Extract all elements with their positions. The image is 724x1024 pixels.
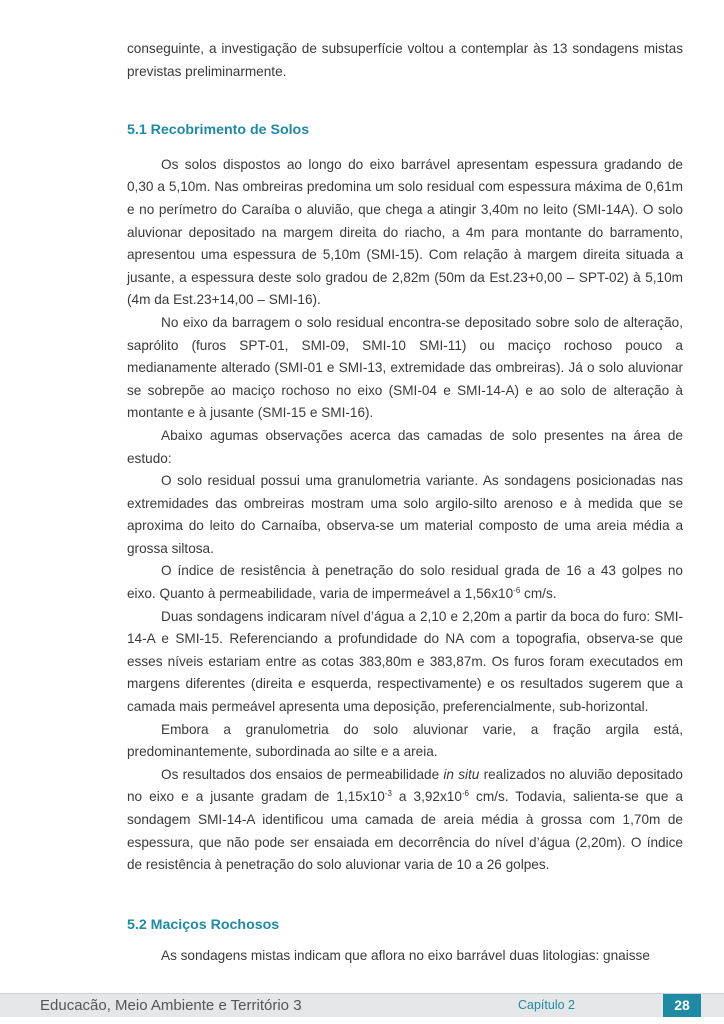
section-heading-recobrimento: 5.1 Recobrimento de Solos	[127, 122, 310, 139]
paragraph-nivel-agua: Duas sondagens indicaram nível d’água a 2,10 e 2,20m a partir da boca do furo: SMI-14-A e SMI-15. Referenciando a profundidade do NA com a topografia, observa-se que esses níveis estariam entre as cotas 383,80m e 383,87m. Os furos foram executados em margens diferentes (direita e esquerda, respectivamente) e os resultados sugerem que a camada mais permeável apresenta uma deposição, preferencialmente, sub-horizontal.	[127, 608, 683, 715]
paragraph-resistencia-residual	[127, 560, 683, 605]
paragraph-litologias: As sondagens mistas indicam que aflora no eixo barrável duas litologias: gnaisse	[161, 948, 650, 964]
text-run: O índice de resistência à penetração do solo residual grada de 16 a 43 golpes no eixo. Quanto à permeabilidade, varia de impermeável a 1,56x10	[127, 563, 683, 602]
text-run: cm/s. Todavia, salienta-se que a sondagem SMI-14-A identificou uma camada de areia média à grossa com 1,70m de espessura, que não pode ser ensaiada em decorrência do nível d’água (2,20m). O índice de resistência à penetração do solo aluvionar varia de 10 a 26 golpes.	[127, 789, 683, 873]
text-run: Os resultados dos ensaios de permeabilidade	[161, 766, 444, 782]
footer-chapter-label: Capítulo 2	[518, 998, 575, 1012]
superscript-exponent: -6	[461, 789, 470, 799]
paragraph-intro: conseguinte, a investigação de subsuperfície voltou a contemplar às 13 sondagens mistas previstas preliminarmente.	[127, 41, 683, 79]
document-body	[127, 38, 683, 968]
text-run: cm/s.	[520, 586, 557, 602]
paragraph-observacoes: Abaixo agumas observações acerca das camadas de solo presentes na área de estudo:	[127, 427, 683, 466]
page-number-badge: 28	[663, 994, 701, 1017]
paragraph-granulometria: Embora a granulometria do solo aluvionar varie, a fração argila está, predominantemente, subordinada ao silte e a areia.	[127, 721, 683, 760]
superscript-exponent: -6	[513, 586, 521, 596]
paragraph-espessura: Os solos dispostos ao longo do eixo barrável apresentam espessura gradando de 0,30 a 5,10m. Nas ombreiras predomina um solo residual com espessura máxima de 0,61m e no perímetro do Caraíba o aluvião, que chega a atingir 3,40m no leito (SMI-14A). O solo aluvionar depositado na margem direita do riacho, a 4m para montante do barramento, apresentou uma espessura de 5,10m (SMI-15). Com relação à margem direita situada a jusante, a espessura deste solo gradou de 2,82m (50m da Est.23+0,00 – SPT-02) à 5,10m (4m da Est.23+14,00 – SMI-16).	[127, 156, 683, 308]
text-run: a 3,92x10	[391, 789, 462, 805]
italic-term: in situ	[443, 766, 480, 782]
superscript-exponent: -3	[384, 789, 392, 799]
paragraph-permeabilidade	[127, 764, 683, 877]
footer-book-title: Educacão, Meio Ambiente e Território 3	[40, 997, 302, 1014]
section-heading-macicos: 5.2 Maciços Rochosos	[127, 916, 280, 933]
page-footer	[0, 993, 724, 1017]
text-run: realizados no aluvião depositado no eixo e a jusante gradam de 1,15x10	[127, 766, 683, 805]
paragraph-solo-residual: O solo residual possui uma granulometria variante. As sondagens posicionadas nas extremidades das ombreiras mostram uma solo argilo-silto arenoso e à medida que se aproxima do leito do Carnaíba, observa-se um material composto de uma areia média a grossa siltosa.	[127, 473, 683, 556]
paragraph-eixo-barragem: No eixo da barragem o solo residual encontra-se depositado sobre solo de alteração, saprólito (furos SPT-01, SMI-09, SMI-10 SMI-11) ou maciço rochoso pouco a medianamente alterado (SMI-01 e SMI-13, extremidade das ombreiras). Já o solo aluvionar se sobrepõe ao maciço rochoso no eixo (SMI-04 e SMI-14-A) e ao solo de alteração à montante e à jusante (SMI-15 e SMI-16).	[127, 314, 683, 421]
